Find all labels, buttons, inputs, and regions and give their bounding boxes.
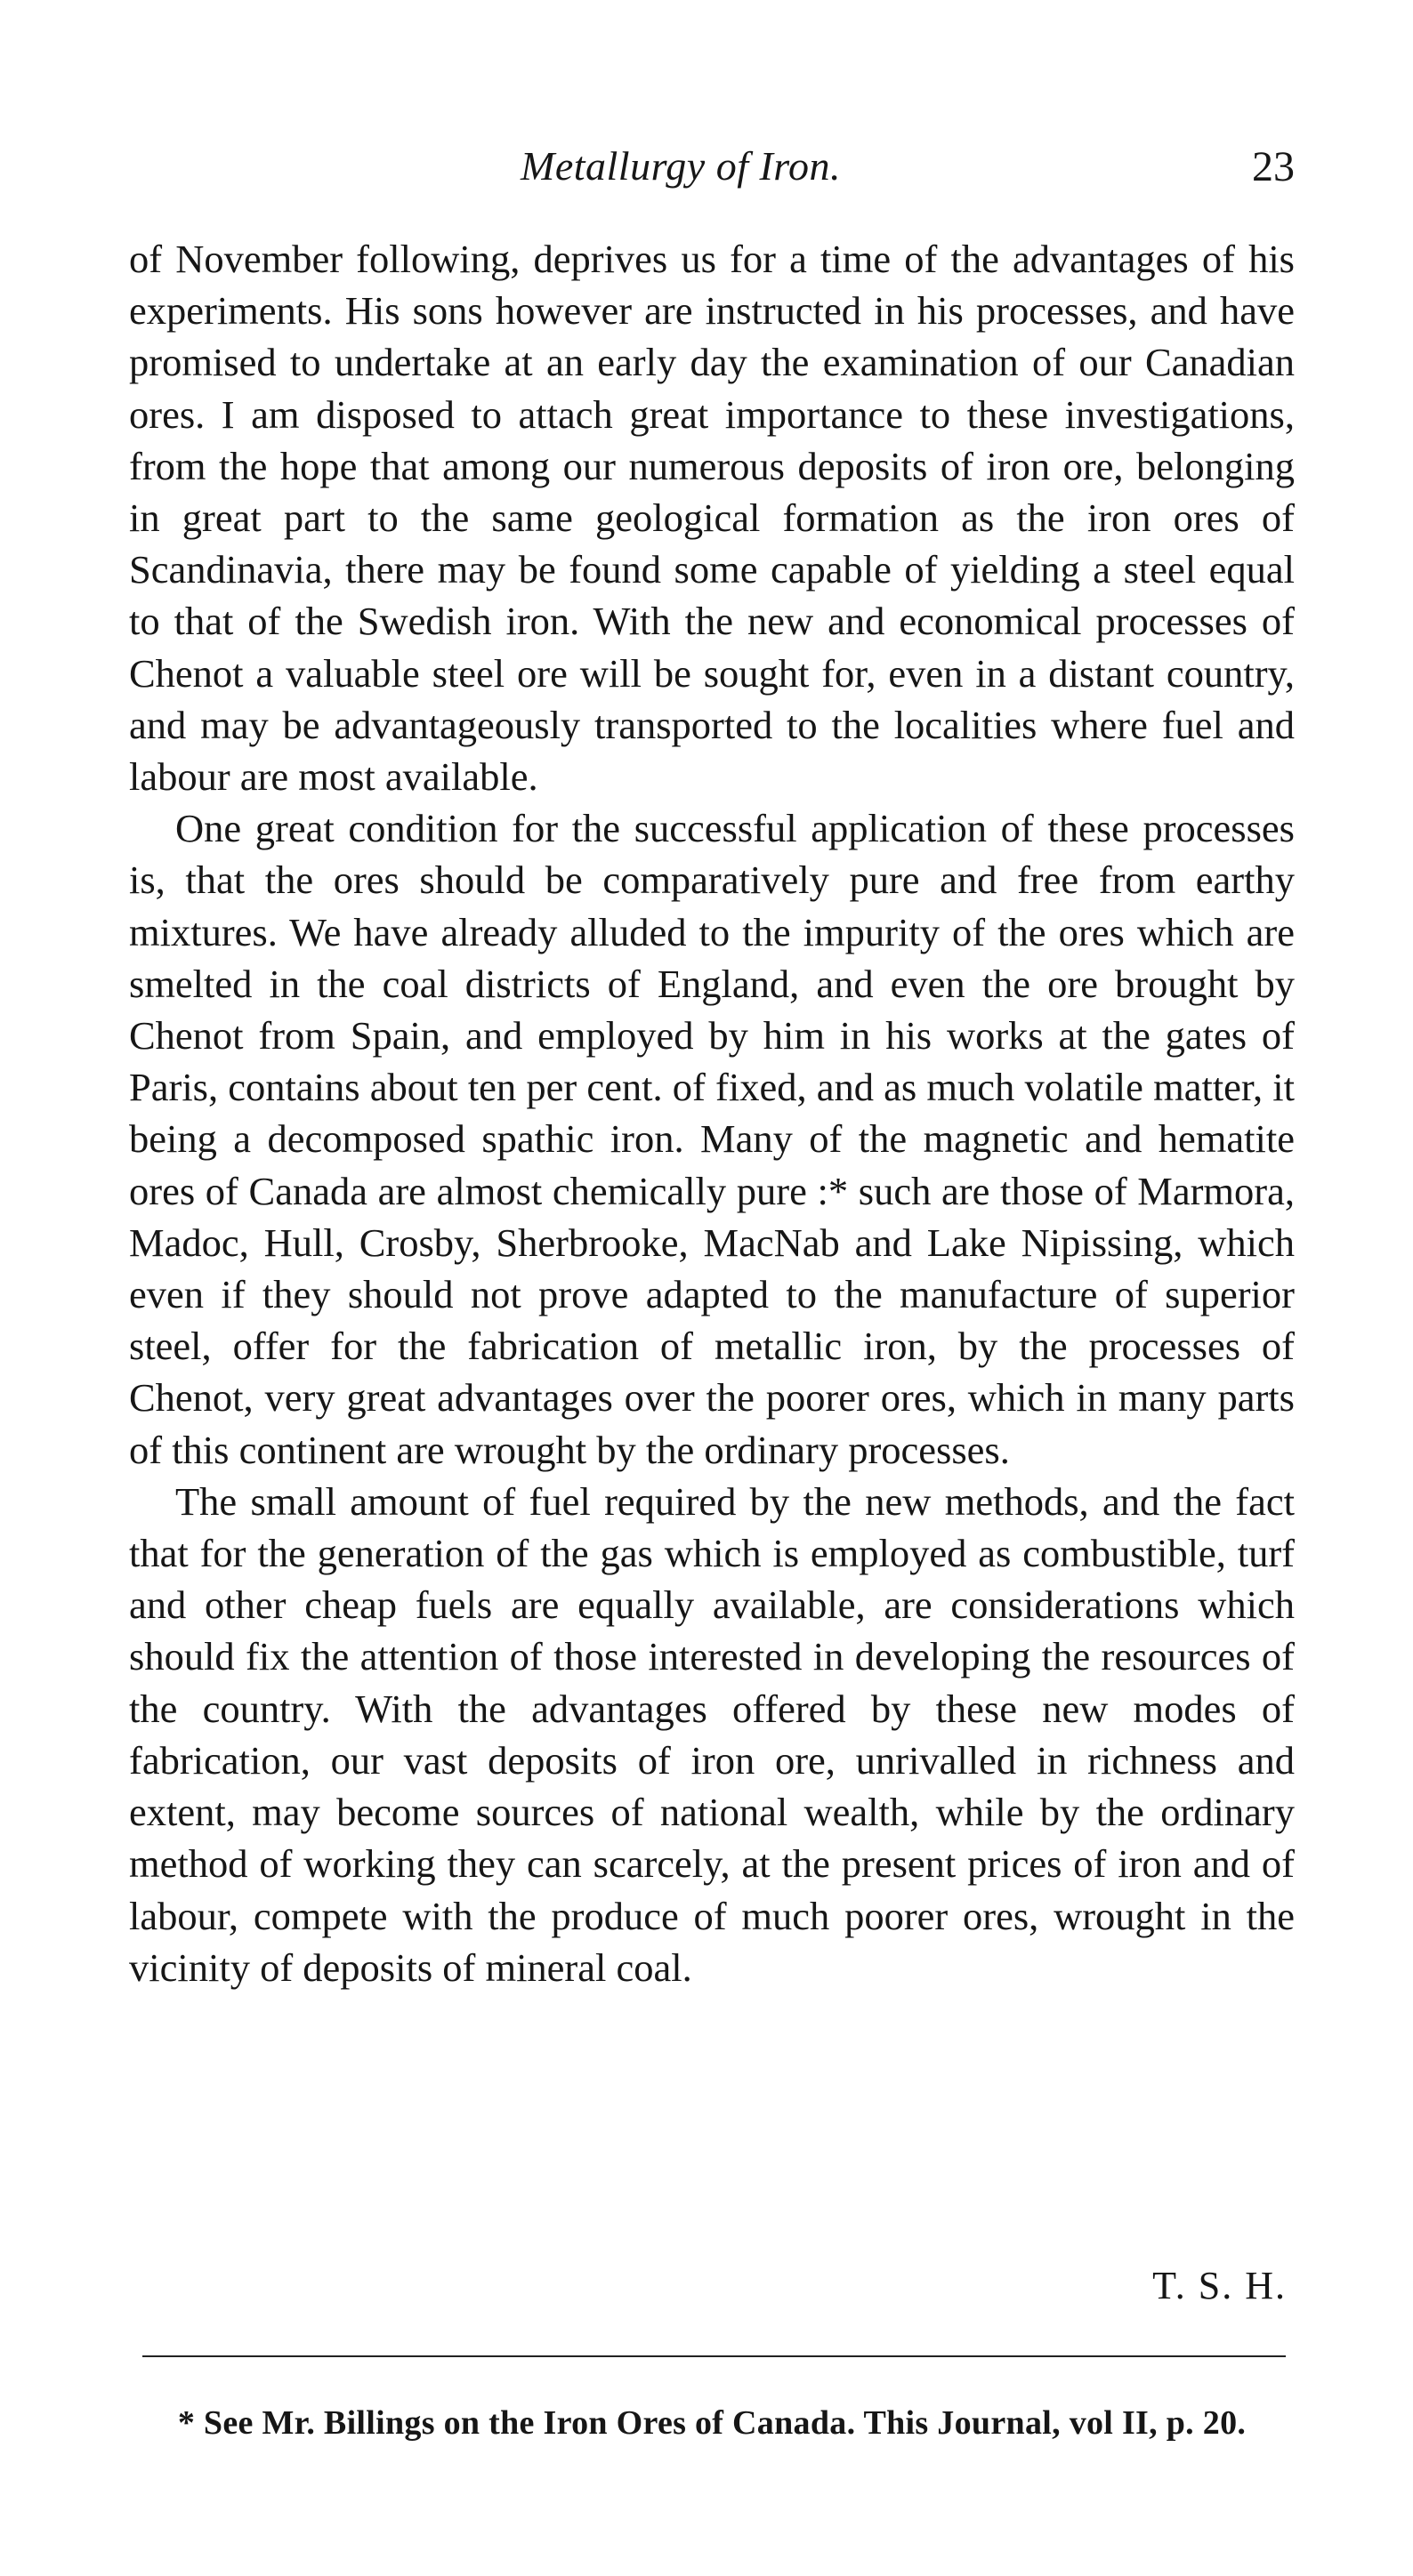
running-head — [129, 142, 1295, 196]
running-title: Metallurgy of Iron. — [521, 143, 841, 189]
page-number: 23 — [1252, 143, 1295, 190]
footnote: * See Mr. Billings on the Iron Ores of Canada. This Journal, vol II, p. 20. — [177, 2404, 1247, 2442]
body-text — [129, 233, 1295, 1993]
paragraph-1: of November following, deprives us for a time of the advantages of his experiments. His sons however are instructed in his processes, and have promised to undertake at an early day the examination of our Canadian ores. I am disposed to attach great importance to these investigations, from the hope that among our numerous deposits of iron ore, belonging in great part to the same geological formation as the iron ores of Scandinavia, there may be found some capable of yielding a steel equal to that of the Swedish iron. With the new and economical processes of Chenot a valuable steel ore will be sought for, even in a distant country, and may be advantageously transported to the localities where fuel and labour are most available. — [129, 237, 1295, 800]
paragraph-2: One great condition for the successful application of these processes is, that the ores should be comparatively pure and free from earthy mixtures. We have already alluded to the impurity of the ores which are smelted in the coal districts of England, and even the ore brought by Chenot from Spain, and employed by him in his works at the gates of Paris, contains about ten per cent. of fixed, and as much volatile matter, it being a decomposed spathic iron. Many of the magnetic and hematite ores of Canada are almost chemically pure :* such are those of Marmora, Madoc, Hull, Crosby, Sherbrooke, MacNab and Lake Nipissing, which even if they should not prove adapted to the manufacture of superior steel, offer for the fabrication of metallic iron, by the processes of Chenot, very great advantages over the poorer ores, which in many parts of this continent are wrought by the ordinary processes. — [129, 806, 1295, 1472]
author-initials: T. S. H. — [1152, 2264, 1287, 2307]
paragraph-3: The small amount of fuel required by the new methods, and the fact that for the generation of the gas which is employed as combustible, turf and other cheap fuels are equally available, are considerations which should fix the attention of those interested in developing the resources of the country. With the advantages offered by these new modes of fabrication, our vast deposits of iron ore, unrivalled in richness and extent, may become sources of national wealth, while by the ordinary method of working they can scarcely, at the present prices of iron and of labour, compete with the produce of much poorer ores, wrought in the vicinity of deposits of mineral coal. — [129, 1478, 1295, 1990]
footnote-divider — [142, 2355, 1286, 2357]
